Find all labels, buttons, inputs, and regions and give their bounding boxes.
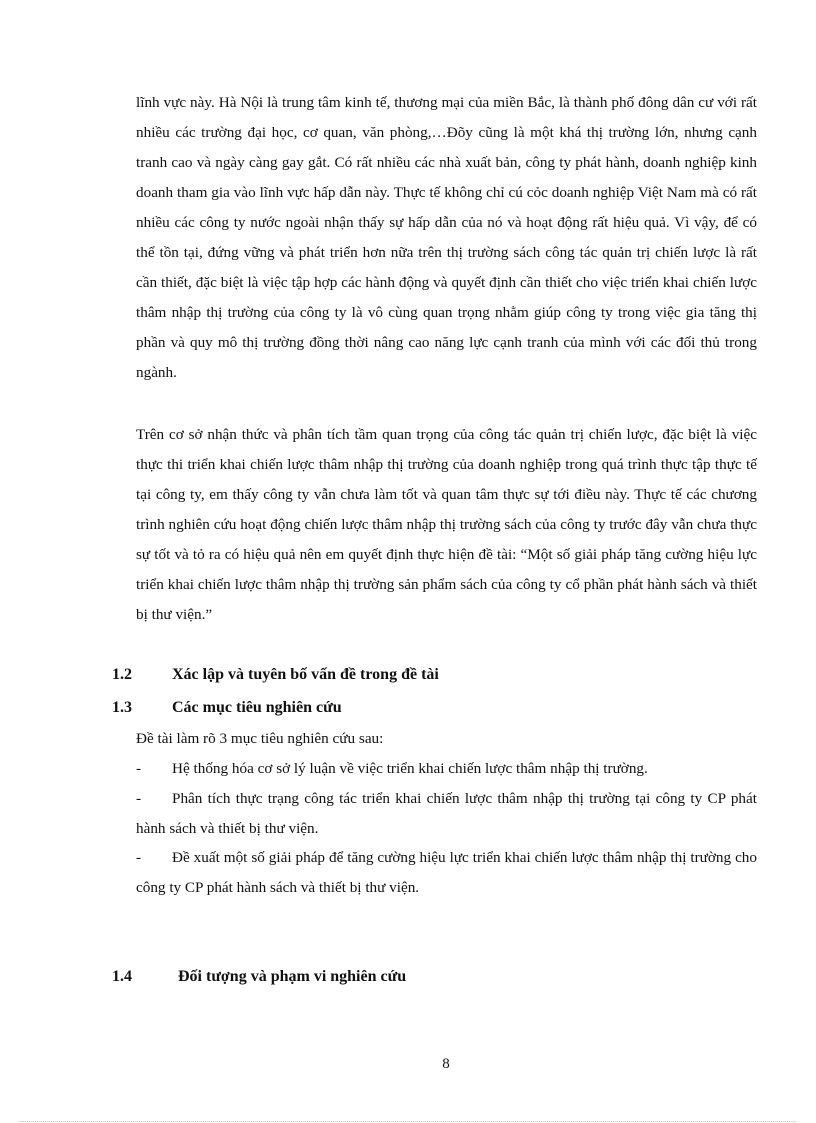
objective-item xyxy=(136,843,757,903)
body-paragraph-rationale: Trên cơ sở nhận thức và phân tích tầm quan trọng của công tác quản trị chiến lược, đặc biệt là việc thực thi triển khai chiến lược thâm nhập thị trường của doanh nghiệp trong quá trình thực tập thực tế tại công ty, em thấy công ty vẫn chưa làm tốt và quan tâm thực sự tới điều này. Thực tế các chương trình nghiên cứu hoạt động chiến lược thâm nhập thị trường sách của công ty trước đây vẫn chưa thực sự tốt và tỏ ra có hiệu quả nên em quyết định thực hiện đề tài: “Một số giải pháp tăng cường hiệu lực triển khai chiến lược thâm nhập thị trường sản phẩm sách của công ty cổ phần phát hành sách và thiết bị thư viện.” xyxy=(136,426,757,623)
list-bullet: - xyxy=(136,760,142,777)
objective-text: Phân tích thực trạng công tác triển khai chiến lược thâm nhập thị trường tại công ty CP phát hành sách và thiết bị thư viện. xyxy=(136,790,757,837)
objective-item xyxy=(136,754,757,784)
body-paragraph-context: lĩnh vực này. Hà Nội là trung tâm kinh tế, thương mại của miền Bắc, là thành phố đông dân cư với rất nhiều các trường đại học, cơ quan, văn phòng,…Đõy cũng là một khá thị trường lớn, nhưng cạnh tranh cao và ngày càng gay gắt. Có rất nhiều các nhà xuất bản, công ty phát hành, doanh nghiệp kinh doanh tham gia vào lĩnh vực hấp dẫn này. Thực tế không chỉ cú cỏc doanh nghiệp Việt Nam mà có rất nhiều các công ty nước ngoài nhận thấy sự hấp dẫn của nó và hoạt động rất hiệu quả. Vì vậy, để có thể tồn tại, đứng vững và phát triển hơn nữa trên thị trường sách công tác quản trị chiến lược là rất cần thiết, đặc biệt là việc tập hợp các hành động và quyết định cần thiết cho việc triển khai chiến lược thâm nhập thị trường của công ty là vô cùng quan trọng nhằm giúp công ty trong việc gia tăng thị phần và quy mô thị trường đồng thời nâng cao năng lực cạnh tranh của mình với các đối thủ trong ngành. xyxy=(136,94,757,381)
list-bullet: - xyxy=(136,849,142,866)
objectives-intro: Đề tài làm rõ 3 mục tiêu nghiên cứu sau: xyxy=(136,730,384,747)
page-edge-divider xyxy=(20,1121,796,1122)
page-number: 8 xyxy=(442,1056,450,1072)
list-bullet: - xyxy=(136,790,142,807)
section-heading-1-3 xyxy=(112,697,342,719)
section-number: 1.3 xyxy=(112,699,132,716)
objective-item xyxy=(136,784,757,844)
section-heading-1-4 xyxy=(112,966,406,988)
section-number: 1.4 xyxy=(112,968,132,985)
section-title: Các mục tiêu nghiên cứu xyxy=(172,699,342,716)
section-title: Đối tượng và phạm vi nghiên cứu xyxy=(178,968,407,985)
section-heading-1-2 xyxy=(112,664,439,686)
objective-text: Hệ thống hóa cơ sở lý luận về việc triển khai chiến lược thâm nhập thị trường. xyxy=(172,760,648,777)
objective-text: Đề xuất một số giải pháp để tăng cường hiệu lực triển khai chiến lược thâm nhập thị trường cho công ty CP phát hành sách và thiết bị thư viện. xyxy=(136,849,757,896)
section-title: Xác lập và tuyên bố vấn đề trong đề tài xyxy=(172,666,439,683)
section-number: 1.2 xyxy=(112,666,132,683)
